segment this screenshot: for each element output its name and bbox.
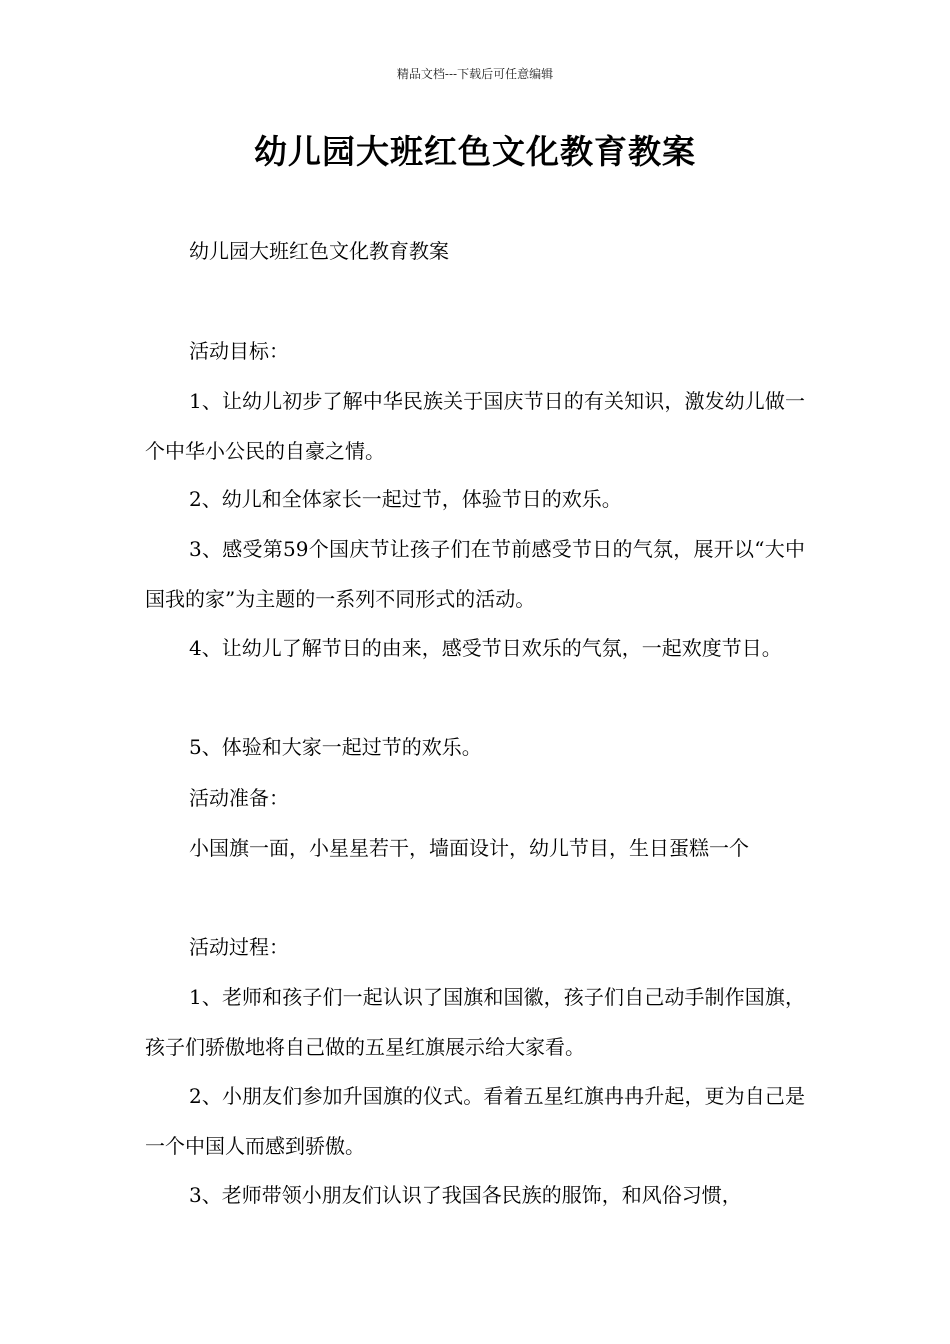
paragraph-process-3: 3、老师带领小朋友们认识了我国各民族的服饰，和风俗习惯， [189,1183,742,1207]
paragraph-goal-4: 4、让幼儿了解节日的由来，感受节日欢乐的气氛，一起欢度节日。 [189,636,782,660]
paragraph-process-1: 1、老师和孩子们一起认识了国旗和国徽，孩子们自己动手制作国旗，孩子们骄傲地将自己做的五星红旗展示给大家看。 [145,985,805,1059]
page-header-note: 精品文档---下载后可任意编辑 [396,67,554,81]
document-title: 幼儿园大班红色文化教育教案 [254,132,696,171]
paragraph-preparation: 小国旗一面，小星星若干，墙面设计，幼儿节目，生日蛋糕一个 [189,836,749,860]
paragraph-goal-3: 3、感受第59个国庆节让孩子们在节前感受节日的气氛，展开以“大中国我的家”为主题的一系列不同形式的活动。 [145,537,805,611]
paragraph-goal-2: 2、幼儿和全体家长一起过节，体验节日的欢乐。 [189,487,622,511]
paragraph-goal-1: 1、让幼儿初步了解中华民族关于国庆节日的有关知识，激发幼儿做一个中华小公民的自豪之情。 [145,389,805,463]
heading-activity-goals: 活动目标： [189,339,289,363]
heading-activity-process: 活动过程： [189,935,289,959]
paragraph-goal-5: 5、体验和大家一起过节的欢乐。 [189,735,482,759]
paragraph-process-2: 2、小朋友们参加升国旗的仪式。看着五星红旗冉冉升起，更为自己是一个中国人而感到骄傲。 [145,1084,805,1158]
paragraph-subtitle: 幼儿园大班红色文化教育教案 [189,239,449,263]
heading-activity-preparation: 活动准备： [189,786,289,810]
